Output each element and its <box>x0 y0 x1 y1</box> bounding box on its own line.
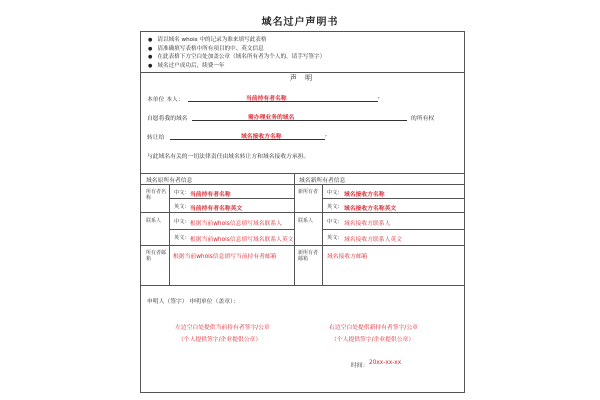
row-divider <box>322 229 465 230</box>
right-owner-zh: 域名接收方名称 <box>344 192 385 198</box>
zh-label: 中文： <box>174 219 190 225</box>
left-owner-zh: 当前持有者名称 <box>190 192 231 198</box>
zh-label: 中文： <box>174 190 190 196</box>
time-value: 20xx-xx-xx <box>369 360 402 366</box>
right-email: 域名接收方邮箱 <box>327 254 368 260</box>
left-email-label: 所有者邮箱 <box>146 250 167 262</box>
right-signature-line2: （个人提供签字/企业提供公章） <box>331 337 415 343</box>
transfer-value: 域名接收方名称 <box>241 134 282 140</box>
left-signature-line1: 左边空白处提供当前持有者签字/公章 <box>175 325 270 331</box>
en-label: 英文： <box>174 204 190 210</box>
comma: , <box>378 94 380 100</box>
zh-label: 中文： <box>327 219 343 225</box>
transfer-prefix: 转让给 <box>147 135 165 141</box>
en-label: 英文： <box>327 204 343 210</box>
label-column-divider <box>322 184 323 285</box>
row-line <box>140 212 465 213</box>
left-owner-label: 所有者名称 <box>146 189 167 201</box>
left-email: 根据当前whois信息填写当前持有者邮箱 <box>173 254 277 260</box>
time-label: 时间： <box>351 363 369 369</box>
right-owner-label: 新所有者 <box>298 189 319 195</box>
domain-value: 需办理业务的域名 <box>248 115 295 121</box>
label-column-divider <box>169 184 170 285</box>
document-title: 域名过户声明书 <box>261 17 339 28</box>
right-section-header: 域名新所有者信息 <box>299 178 346 184</box>
domain-prefix: 自愿将我的域名 <box>147 116 188 122</box>
en-label: 英文： <box>174 235 190 241</box>
declarant-value: 当前持有者名称 <box>246 96 287 102</box>
instruction-item: ● 请准确填写表格中所有项目的中、英文信息 <box>148 45 325 54</box>
left-contact-label: 联系人 <box>146 218 162 224</box>
row-divider <box>169 229 294 230</box>
domain-suffix: 的所有权 <box>411 116 435 122</box>
declarant-prefix: 本单位 本人： <box>147 97 184 103</box>
right-email-label: 新所有者邮箱 <box>298 250 319 262</box>
table-bottom <box>140 285 465 286</box>
left-signature-line2: （个人提供签字/企业提供公章） <box>178 337 262 343</box>
declaration-heading: 声 明 <box>289 74 316 82</box>
row-divider <box>169 198 294 199</box>
instruction-item: ● 请以域名 whois 中的记录为准来填写此表格 <box>148 36 325 45</box>
column-divider <box>294 173 295 285</box>
en-label: 英文： <box>327 235 343 241</box>
liability-statement: 与此域名有关的一切法律责任由域名转让方和域名接收方承担。 <box>147 154 310 160</box>
comma: , <box>325 132 327 138</box>
row-divider <box>322 198 465 199</box>
signature-label: 申明人（签字） 申明单位（盖章）： <box>147 299 239 305</box>
row-line <box>140 245 465 246</box>
left-owner-en: 当前持有者名称英文 <box>190 206 243 212</box>
table-top <box>140 173 465 174</box>
zh-label: 中文： <box>327 190 343 196</box>
table-header-line <box>140 184 465 185</box>
left-contact-zh: 根据当前whois信息填写域名联系人 <box>190 221 282 227</box>
domain-underline <box>192 120 407 121</box>
right-contact-en: 域名接收方联系人英文 <box>344 237 402 243</box>
instructions-list <box>148 36 325 70</box>
instruction-item: ● 在此表格下方空白处加盖公章（域名所有者为个人的，请手写签字） <box>148 53 325 62</box>
left-section-header: 域名原所有者信息 <box>146 178 193 184</box>
right-contact-zh: 域名接收方联系人 <box>344 221 391 227</box>
left-contact-en: 根据当前whois信息填写域名联系人英文 <box>190 237 294 243</box>
right-contact-label: 联系人 <box>298 218 314 224</box>
right-owner-en: 域名接收方名称英文 <box>344 206 397 212</box>
instruction-item: ● 域名过户成功后，续费一年 <box>148 62 325 71</box>
right-signature-line1: 右边空白处提供新持有者签字/公章 <box>329 325 418 331</box>
